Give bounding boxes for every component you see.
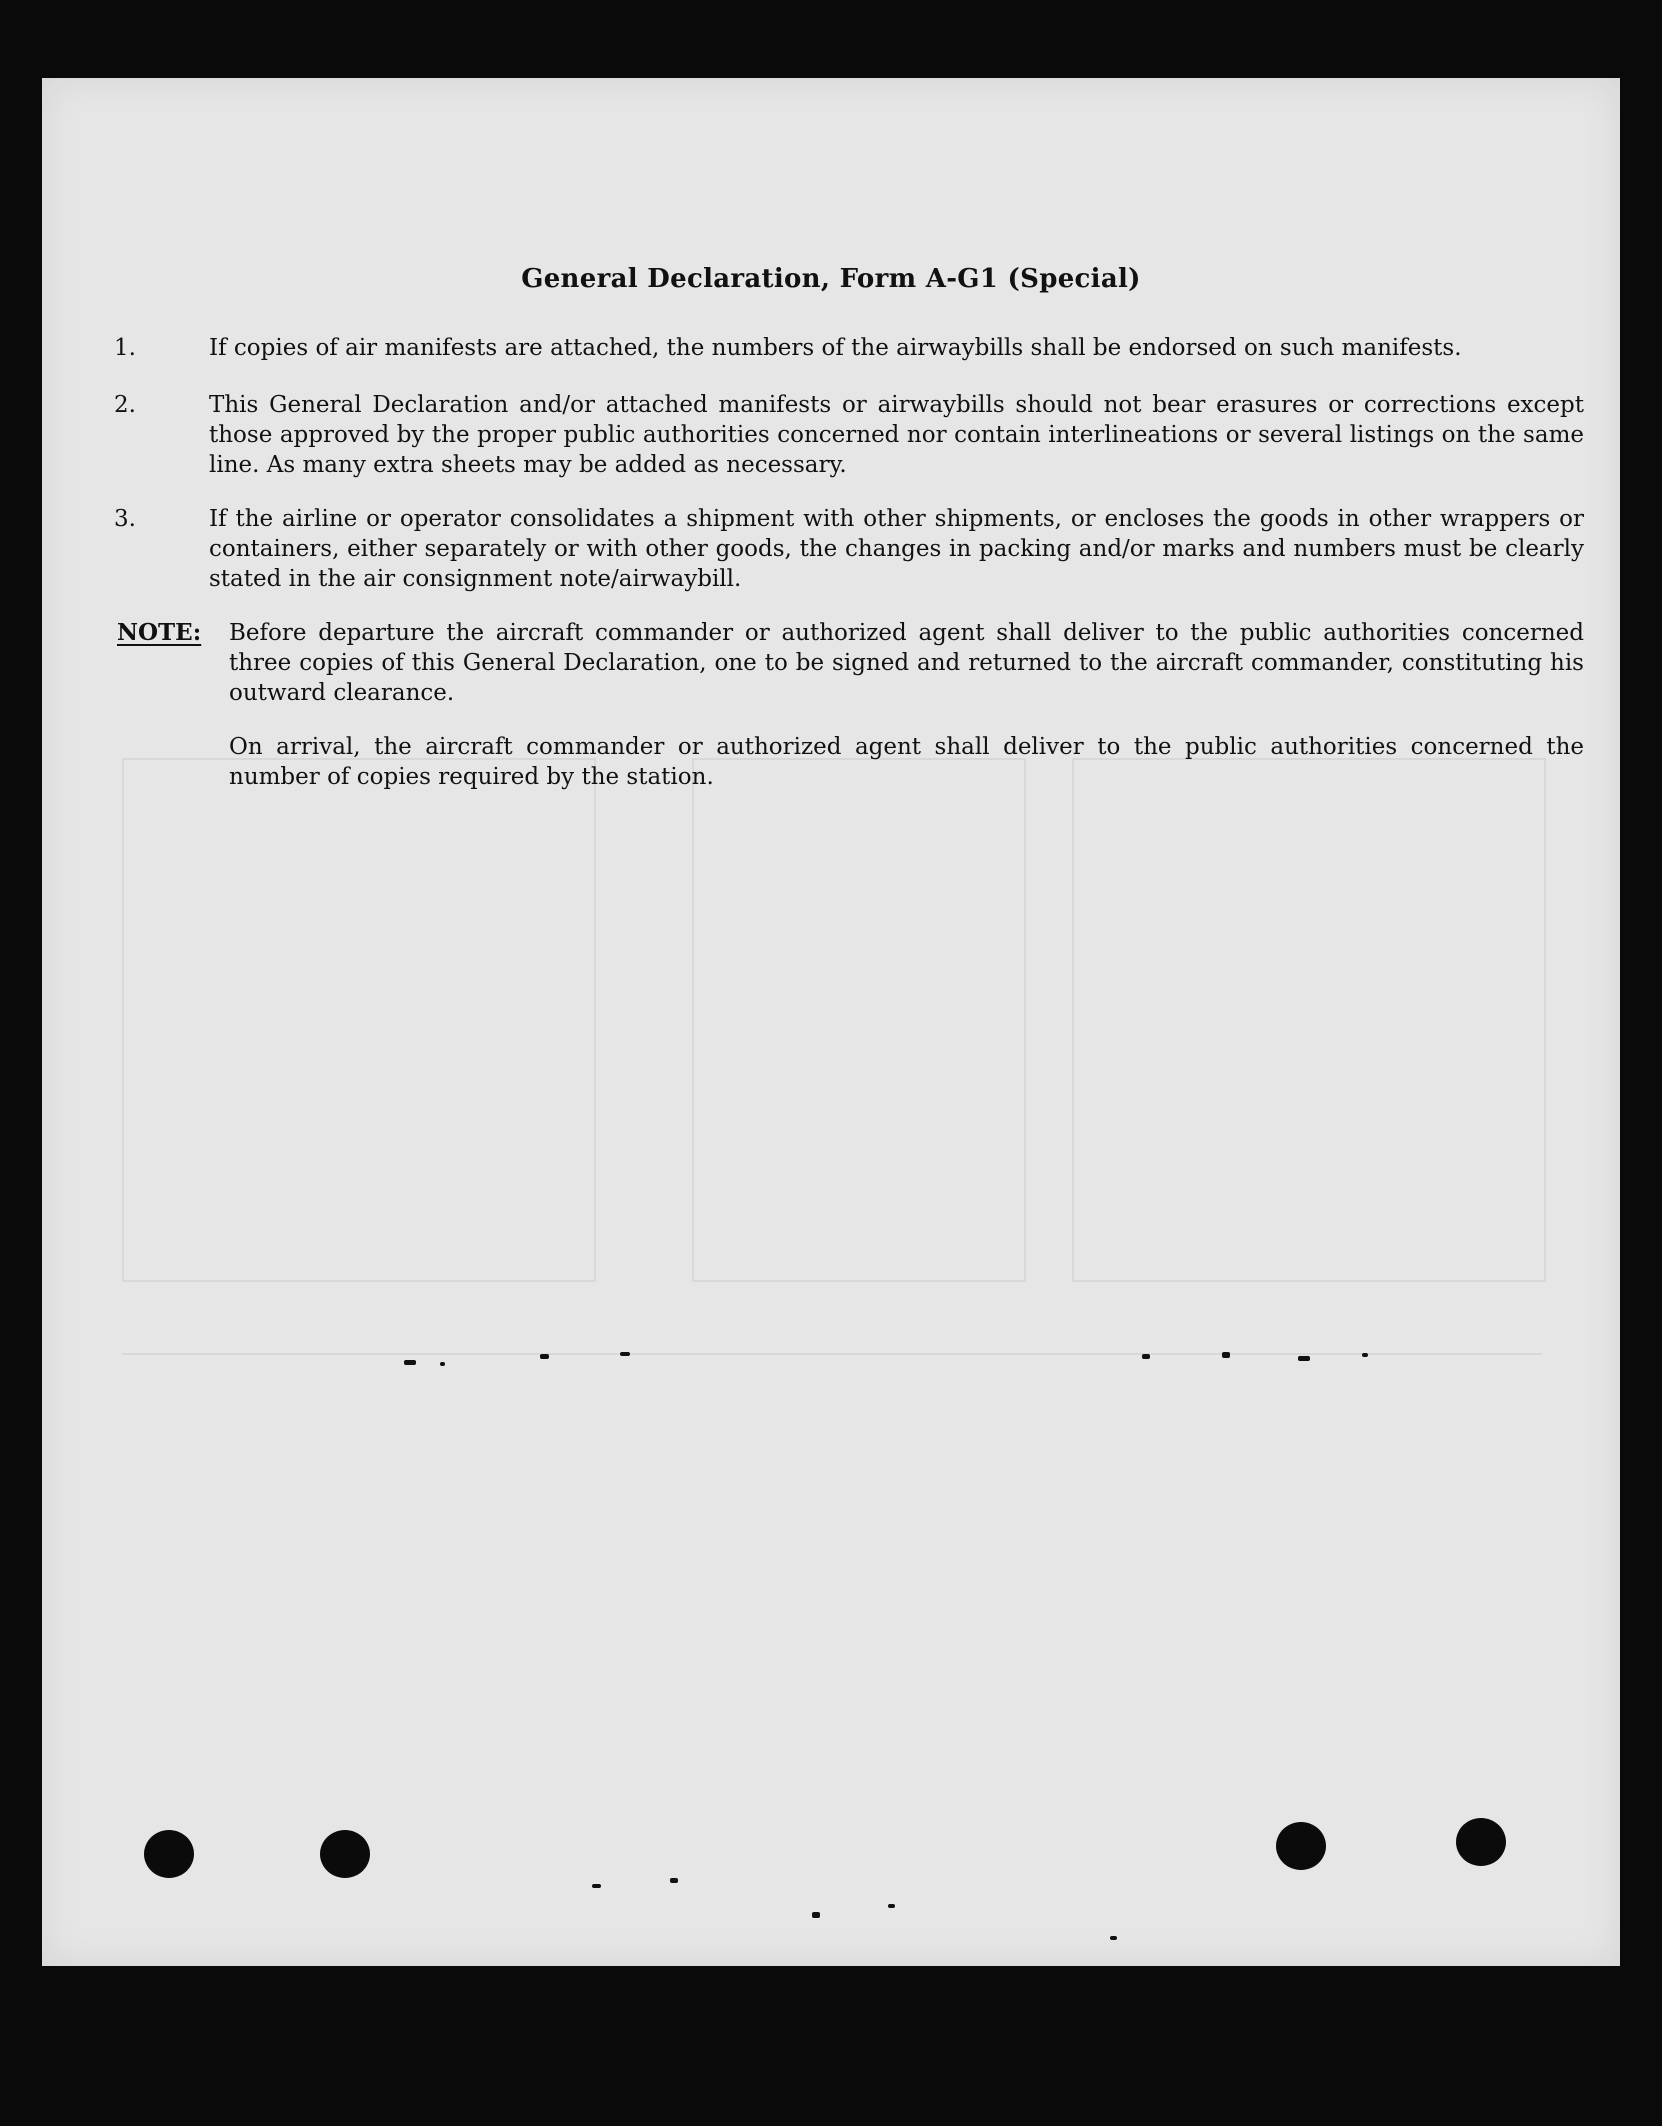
instruction-item-2 [114, 390, 1584, 480]
scan-speck [440, 1362, 445, 1366]
show-through-rule [122, 1353, 1542, 1355]
note-paragraph-1: Before departure the aircraft commander or authorized agent shall deliver to the public authorities concerned three copies of this General Declaration, one to be signed and returned to the aircraft commander, constituting his outward clearance. [229, 620, 1584, 706]
punch-hole [320, 1830, 370, 1878]
instruction-text: This General Declaration and/or attached manifests or airwaybills should not bear erasures or corrections except those approved by the proper public authorities concerned nor contain interlineations or several listings on the same line. As many extra sheets may be added as necessary. [209, 392, 1584, 478]
scan-speck [404, 1360, 416, 1365]
scan-speck [1362, 1353, 1368, 1357]
scan-speck [812, 1912, 820, 1918]
punch-hole [1276, 1822, 1326, 1870]
instruction-item-1 [114, 333, 1584, 363]
scan-speck [1298, 1356, 1310, 1361]
show-through-box-center [692, 758, 1026, 1282]
scan-speck [670, 1878, 678, 1883]
scan-speck [888, 1904, 895, 1908]
show-through-box-right [1072, 758, 1546, 1282]
scan-speck [1110, 1936, 1117, 1940]
document-page [42, 78, 1620, 1966]
instruction-item-3 [114, 504, 1584, 594]
punch-hole [1456, 1818, 1506, 1866]
note-label: NOTE: [117, 619, 202, 646]
instruction-number: 2. [114, 392, 136, 418]
instruction-text: If copies of air manifests are attached, the numbers of the airwaybills shall be endorsed on such manifests. [209, 335, 1462, 361]
note-paragraph-2: On arrival, the aircraft commander or authorized agent shall deliver to the public authorities concerned the number of copies required by the station. [229, 734, 1584, 790]
instruction-number: 1. [114, 335, 136, 361]
scan-speck [1222, 1352, 1230, 1358]
punch-hole [144, 1830, 194, 1878]
scan-speck [1142, 1354, 1150, 1359]
scan-speck [592, 1884, 601, 1888]
document-title: General Declaration, Form A-G1 (Special) [521, 264, 1141, 294]
scan-speck [540, 1354, 549, 1359]
instruction-number: 3. [114, 506, 136, 532]
show-through-box-left [122, 758, 596, 1282]
scan-speck [620, 1352, 630, 1356]
instruction-text: If the airline or operator consolidates a shipment with other shipments, or encloses the goods in other wrappers or containers, either separately or with other goods, the changes in packing and/or marks and numbers must be clearly stated in the air consignment note/airwaybill. [209, 506, 1584, 592]
